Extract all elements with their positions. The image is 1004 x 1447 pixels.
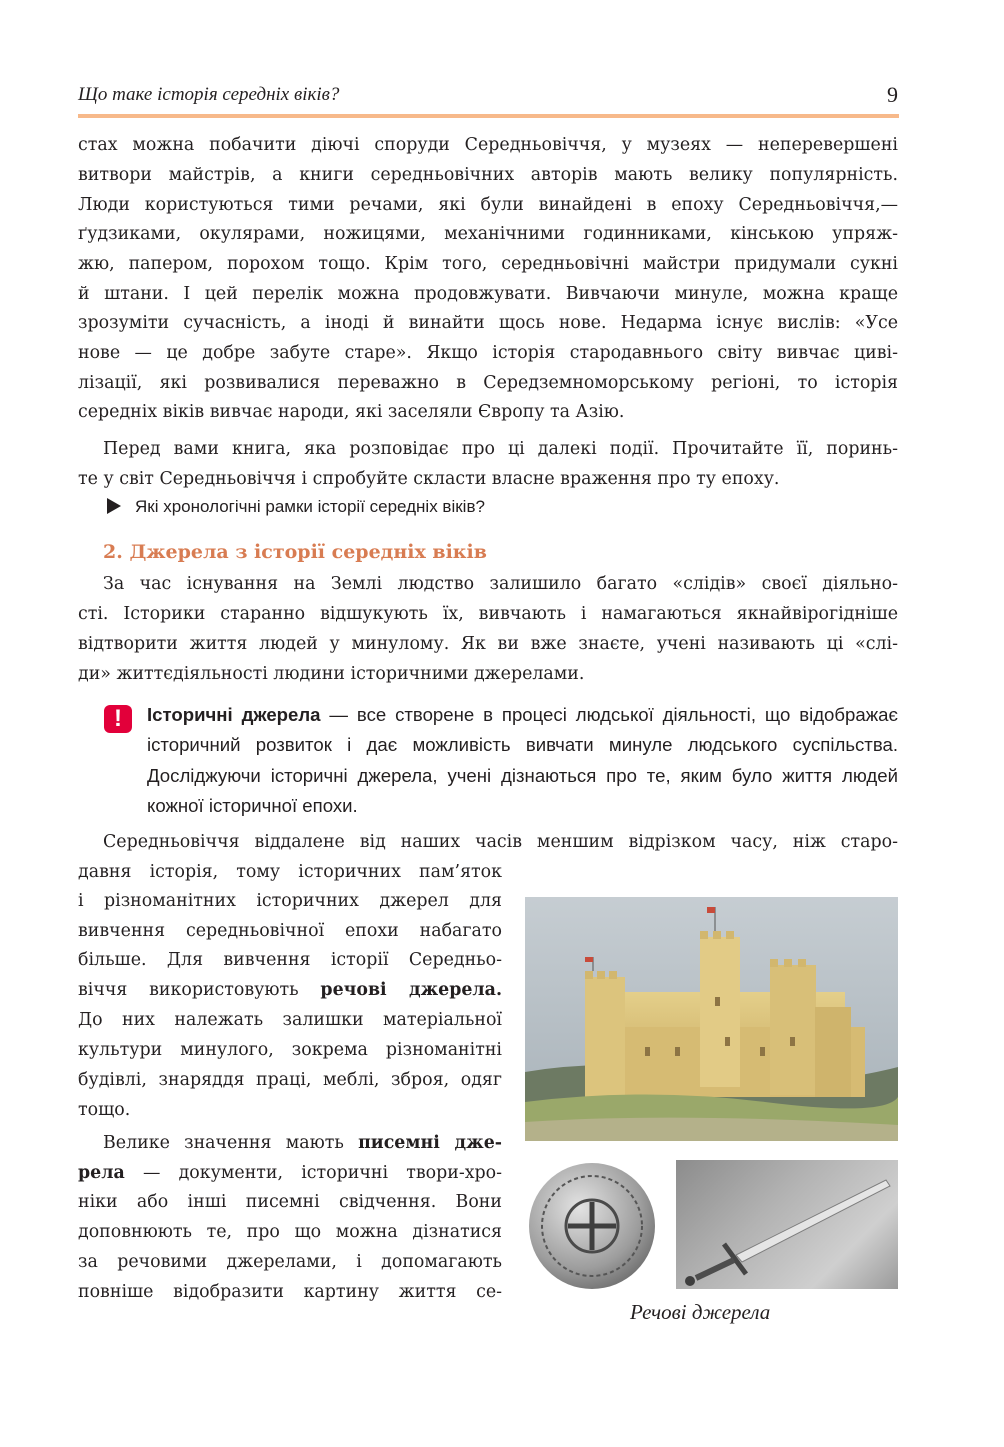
text-line: сті. Історики старанно відшукують їх, вивчають і намагаються якнайвірогідніше: [78, 604, 898, 624]
text-line: До них належать залишки матеріальної: [78, 1010, 502, 1030]
definition-term: Історичні джерела: [147, 704, 321, 725]
text-line: Середньовіччя віддалене від наших часів меншим відрізком часу, ніж старо-: [103, 832, 898, 852]
text-line: будівлі, знаряддя праці, меблі, зброя, одяг: [78, 1070, 502, 1090]
text-line: Перед вами книга, яка розповідає про ці далекі події. Прочитайте її, поринь-: [103, 439, 898, 459]
text-line: відтворити життя людей у минулому. Як ви вже знаєте, учені називають ці «слі-: [78, 634, 898, 654]
text-line: ди» життєдіяльності людини історичними джерелами.: [78, 664, 585, 684]
text-span: Велике значення мають: [103, 1133, 359, 1153]
text-line: витвори майстрів, а книги середньовічних авторів мають велику популярність.: [78, 165, 898, 185]
running-header: [78, 84, 898, 112]
text-line: [78, 976, 502, 1006]
bold-term-written-sources-end: рела: [78, 1163, 125, 1183]
figure-caption: Речові джерела: [630, 1300, 771, 1324]
text-line: давня історія, тому історичних пам’яток: [78, 862, 502, 882]
review-question-text: Які хронологічні рамки історії середніх віків?: [135, 497, 485, 516]
text-line: За час існування на Землі людство залишило багато «слідів» своєї діяльно-: [103, 574, 898, 594]
section-heading: 2. Джерела з історії середніх віків: [103, 541, 487, 563]
sword-photo: [676, 1160, 898, 1289]
coin-photo: [526, 1160, 659, 1293]
text-span: — документи, історичні твори-хро-: [124, 1163, 502, 1183]
text-line: ніки або інші писемні свідчення. Вони: [78, 1192, 502, 1212]
text-line: за речовими джерелами, і допомагають: [78, 1252, 502, 1272]
text-line: доповнюють те, про що можна дізнатися: [78, 1222, 502, 1242]
text-line: жю, папером, порохом тощо. Крім того, середньовічні майстри придумали сукні: [78, 254, 898, 274]
header-rule: [78, 114, 899, 118]
text-line: ґудзиками, окулярами, ножицями, механічними годинниками, кінською упряж-: [78, 224, 898, 244]
text-line: [78, 1159, 502, 1189]
definition-block: [147, 700, 898, 822]
text-span: віччя використовують: [78, 980, 321, 1000]
text-line: стах можна побачити діючі споруди Середньовіччя, у музеях — неперевершені: [78, 135, 898, 155]
text-line: повніше відобразити картину життя се-: [78, 1282, 502, 1302]
page-number: 9: [887, 82, 898, 107]
text-line: нове — це добре забуте старе». Якщо історія стародавнього світу вивчає циві-: [78, 343, 898, 363]
text-line: те у світ Середньовіччя і спробуйте скласти власне враження про ту епоху.: [78, 469, 780, 489]
bold-term-material-sources: речові джерела.: [320, 980, 502, 1000]
text-line: лізації, які розвивалися переважно в Середземноморському регіоні, то історія: [78, 373, 898, 393]
play-triangle-icon: [107, 498, 121, 514]
text-line: тощо.: [78, 1100, 131, 1120]
text-line: й штани. І цей перелік можна продовжувати. Вивчаючи минуле, можна краще: [78, 284, 898, 304]
castle-photo: [525, 897, 898, 1141]
text-line: культури минулого, зокрема різноманітні: [78, 1040, 502, 1060]
text-line: і різноманітних історичних джерел для: [78, 891, 502, 911]
running-header-title: Що таке історія середніх віків?: [78, 84, 340, 105]
text-line: Люди користуються тими речами, які були винайдені в епоху Середньовіччя,—: [78, 195, 898, 215]
definition-text: — все створене в процесі людської діяльності, що відображає історичний розвиток і дає можливість вивчати минуле людського суспільства. Досліджуючи історичні джерела, учені дізнаються про те, яким було життя людей кожної історичної епохи.: [147, 704, 898, 817]
bold-term-written-sources: писемні дже-: [358, 1133, 502, 1153]
exclamation-icon: !: [104, 705, 132, 733]
review-question: [107, 494, 485, 520]
text-line: [103, 1129, 502, 1159]
text-line: середніх віків вивчає народи, які заселяли Європу та Азію.: [78, 402, 625, 422]
text-line: більше. Для вивчення історії Середньо-: [78, 950, 502, 970]
text-line: зрозуміти сучасність, а іноді й винайти щось нове. Недарма існує вислів: «Усе: [78, 313, 898, 333]
text-line: вивчення середньовічної епохи набагато: [78, 921, 502, 941]
